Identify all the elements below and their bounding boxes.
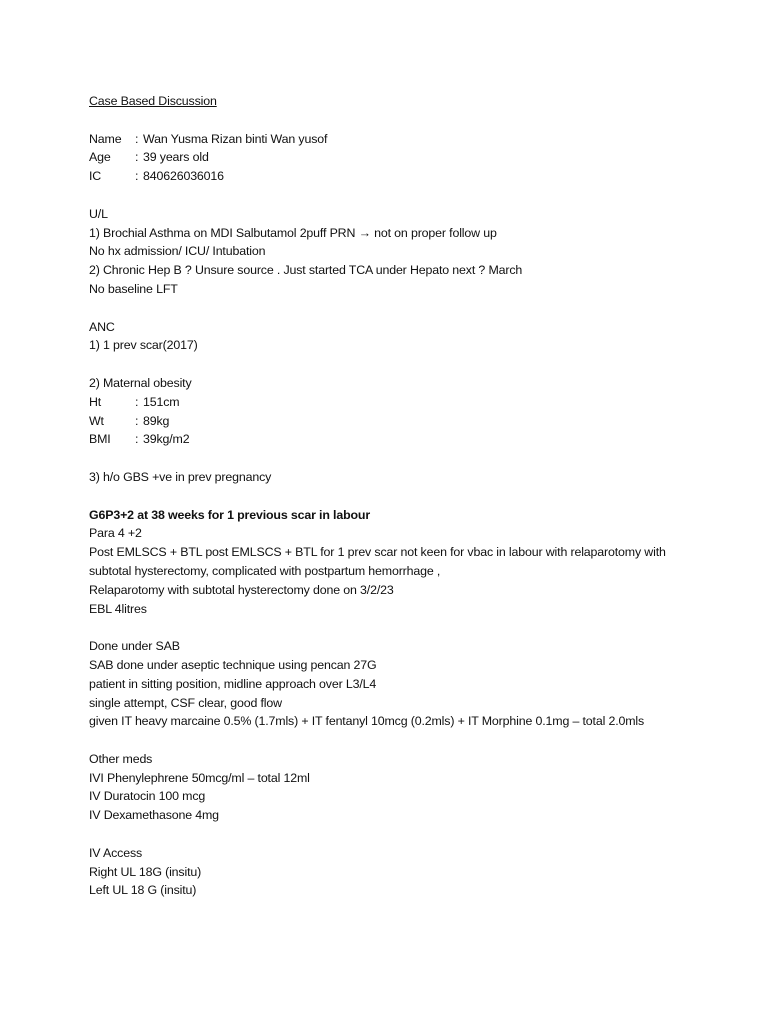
- spacer: [89, 487, 729, 506]
- patient-ic-label: IC: [89, 169, 102, 184]
- anaesthesia-line: SAB done under aseptic technique using pencan 27G: [89, 657, 377, 672]
- anc-item-maternal-obesity: 2) Maternal obesity: [89, 375, 192, 390]
- anaesthesia-line: patient in sitting position, midline approach over L3/L4: [89, 676, 377, 691]
- separator: :: [135, 413, 139, 428]
- weight-row: [89, 412, 729, 431]
- separator: :: [135, 169, 139, 184]
- bmi-label: BMI: [89, 432, 111, 447]
- diagnosis-heading: G6P3+2 at 38 weeks for 1 previous scar in labour: [89, 507, 371, 522]
- anaesthesia-line: single attempt, CSF clear, good flow: [89, 695, 282, 710]
- separator: :: [135, 150, 139, 165]
- patient-age-value: 39 years old: [143, 150, 209, 165]
- separator: :: [135, 394, 139, 409]
- patient-name-row: [89, 130, 729, 149]
- patient-name-value: Wan Yusma Rizan binti Wan yusof: [143, 131, 328, 146]
- document-body: [89, 92, 729, 900]
- spacer: [89, 111, 729, 130]
- other-meds-heading: Other meds: [89, 751, 153, 766]
- bmi-value: 39kg/m2: [143, 432, 190, 447]
- underlying-heading: U/L: [89, 206, 108, 221]
- bmi-row: [89, 430, 729, 449]
- diagnosis-line: Relaparotomy with subtotal hysterectomy done on 3/2/23: [89, 582, 394, 597]
- height-value: 151cm: [143, 394, 180, 409]
- spacer: [89, 618, 729, 637]
- medication-line: IV Duratocin 100 mcg: [89, 789, 206, 804]
- anc-heading: ANC: [89, 319, 115, 334]
- diagnosis-line: EBL 4litres: [89, 601, 147, 616]
- diagnosis-line: subtotal hysterectomy, complicated with postpartum hemorrhage ,: [89, 563, 441, 578]
- iv-access-line: Left UL 18 G (insitu): [89, 883, 197, 898]
- height-label: Ht: [89, 394, 102, 409]
- separator: :: [135, 131, 139, 146]
- weight-label: Wt: [89, 413, 104, 428]
- iv-access-heading: IV Access: [89, 845, 143, 860]
- spacer: [89, 355, 729, 374]
- underlying-line: 2) Chronic Hep B ? Unsure source . Just started TCA under Hepato next ? March: [89, 263, 523, 278]
- medication-line: IVI Phenylephrene 50mcg/ml – total 12ml: [89, 770, 310, 785]
- medication-line: IV Dexamethasone 4mg: [89, 808, 219, 823]
- anc-item-previous-scar: 1) 1 prev scar(2017): [89, 338, 198, 353]
- spacer: [89, 186, 729, 205]
- spacer: [89, 731, 729, 750]
- spacer: [89, 449, 729, 468]
- anaesthesia-heading: Done under SAB: [89, 639, 180, 654]
- patient-age-row: [89, 148, 729, 167]
- underlying-line: No baseline LFT: [89, 281, 178, 296]
- underlying-line: No hx admission/ ICU/ Intubation: [89, 244, 266, 259]
- anc-item-gbs: 3) h/o GBS +ve in prev pregnancy: [89, 469, 272, 484]
- underlying-line: 1) Brochial Asthma on MDI Salbutamol 2puff PRN → not on proper follow up: [89, 225, 497, 240]
- diagnosis-line: Para 4 +2: [89, 526, 142, 541]
- document-title: Case Based Discussion: [89, 94, 217, 108]
- weight-value: 89kg: [143, 413, 170, 428]
- height-row: [89, 393, 729, 412]
- diagnosis-line: Post EMLSCS + BTL post EMLSCS + BTL for 1 prev scar not keen for vbac in labour with relaparotomy with: [89, 545, 666, 560]
- separator: :: [135, 432, 139, 447]
- iv-access-line: Right UL 18G (insitu): [89, 864, 202, 879]
- spacer: [89, 299, 729, 318]
- patient-ic-value: 840626036016: [143, 169, 224, 184]
- patient-age-label: Age: [89, 150, 111, 165]
- patient-ic-row: [89, 167, 729, 186]
- anaesthesia-line: given IT heavy marcaine 0.5% (1.7mls) + IT fentanyl 10mcg (0.2mls) + IT Morphine 0.1mg – total 2.0mls: [89, 714, 645, 729]
- spacer: [89, 825, 729, 844]
- patient-name-label: Name: [89, 131, 122, 146]
